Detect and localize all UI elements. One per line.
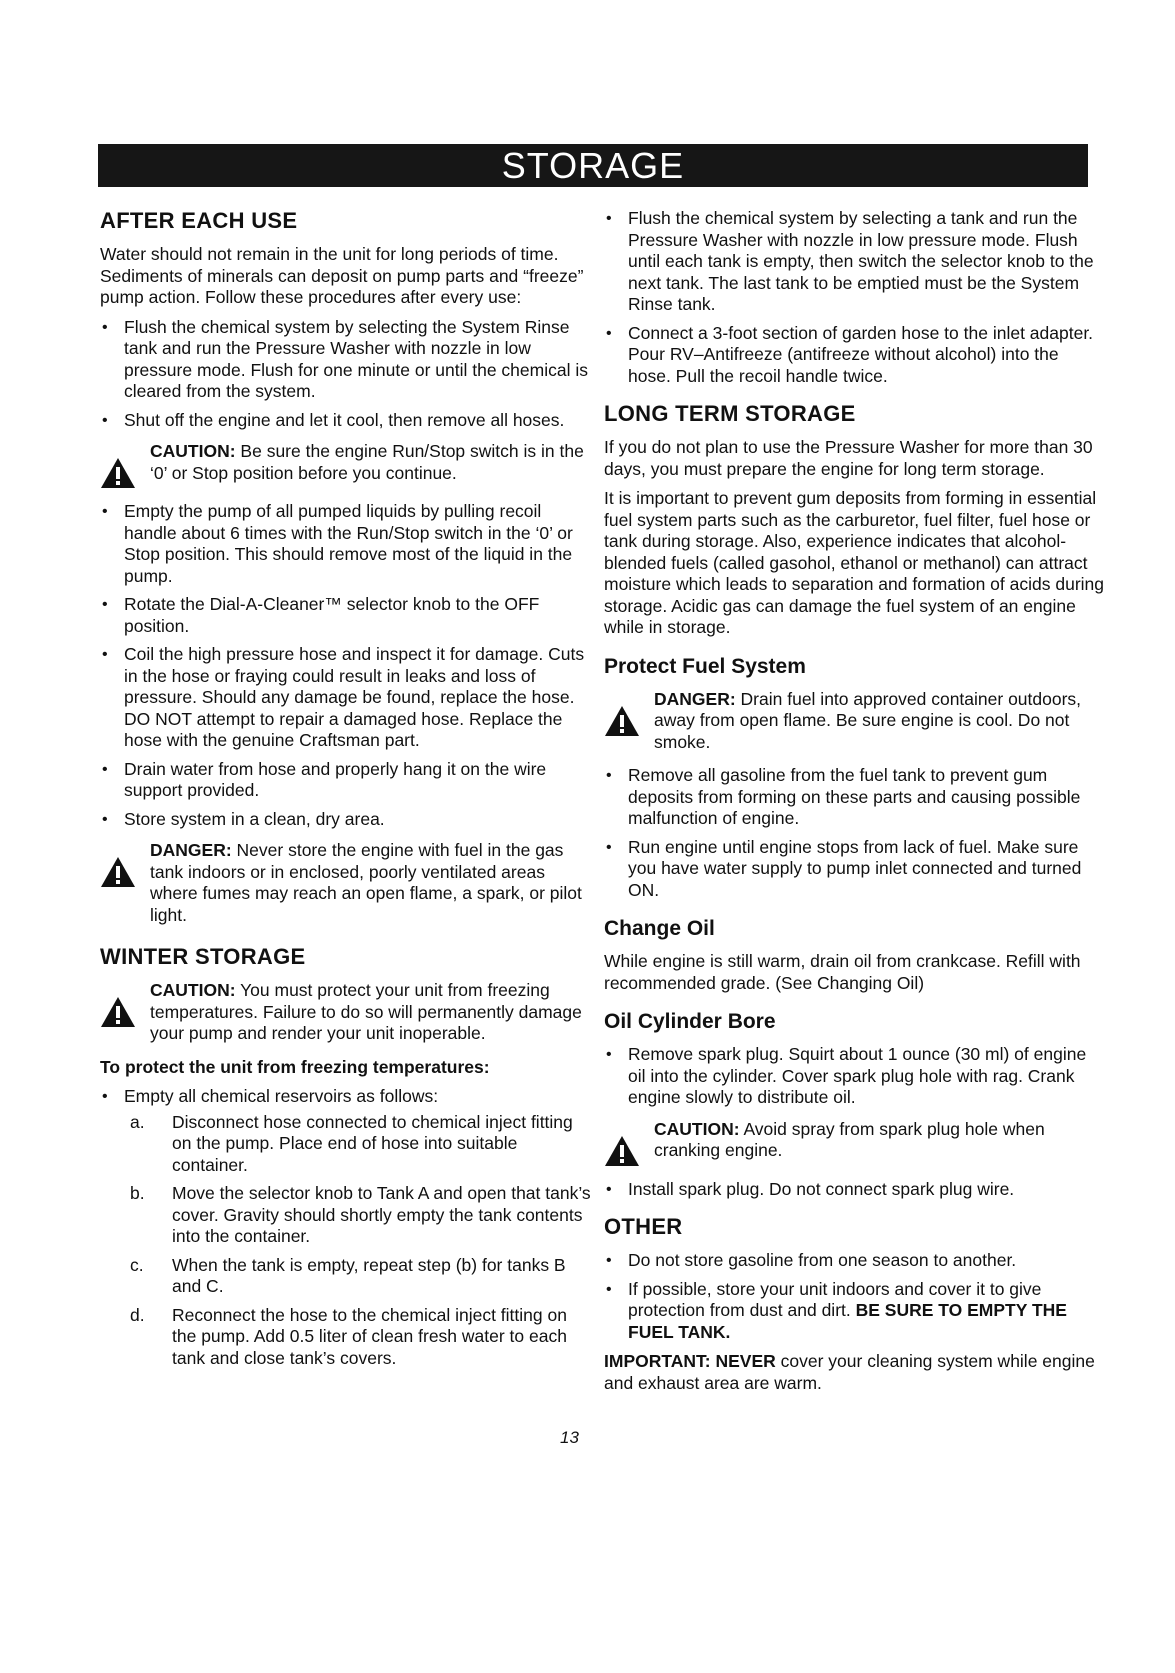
caution-notice: [100, 980, 595, 1045]
list-item-text: If possible, store your unit indoors and cover it to give protection from dust and dirt.: [628, 1278, 1042, 1320]
danger-body: Never store the engine with fuel in the gas tank indoors or in enclosed, poorly ventilated areas where fumes may reach an open flame, a spark, or pilot light.: [150, 840, 582, 925]
other-list: [604, 1250, 1104, 1343]
protect-heading: To protect the unit from freezing temperatures:: [100, 1056, 490, 1077]
section-banner: [98, 144, 1088, 187]
list-item: • Rotate the Dial-A-Cleaner™ selector knob to the OFF position.: [100, 594, 595, 637]
after-each-use-list-1: [100, 317, 595, 432]
list-item: • Run engine until engine stops from lack of fuel. Make sure you have water supply to pump inlet connected and turned ON.: [604, 837, 1104, 902]
warning-triangle-icon: [100, 980, 150, 1028]
list-item: • Remove spark plug. Squirt about 1 ounce (30 ml) of engine oil into the cylinder. Cover spark plug hole with rag. Crank engine slowly to distribute oil.: [604, 1044, 1104, 1109]
caution-notice: [604, 1119, 1104, 1167]
protect-fuel-list: [604, 765, 1104, 901]
after-each-use-intro: Water should not remain in the unit for long periods of time. Sediments of minerals can deposit on pump parts and “freeze” pump action. Follow these procedures after every use:: [100, 244, 584, 307]
caution-text: [150, 980, 595, 1045]
long-term-para-1: If you do not plan to use the Pressure Washer for more than 30 days, you must prepare the engine for long term storage.: [604, 437, 1093, 479]
caution-label: CAUTION:: [150, 441, 236, 461]
long-term-para-2: It is important to prevent gum deposits from forming in essential fuel system parts such as the carburetor, fuel filter, fuel hose or tank during storage. Also, experience indicates that alcohol-blended fuels (called gasohol, ethanol or methanol) can attract moisture which leads to separation and formation of acids during storage. Acidic gas can damage the fuel system of an engine while in storage.: [604, 488, 1104, 637]
winter-list-continued: [604, 208, 1104, 387]
list-item: • Flush the chemical system by selecting the System Rinse tank and run the Pressure Washer with nozzle in low pressure mode. Flush for one minute or until the chemical is cleared from the system.: [100, 317, 595, 403]
list-item: • Connect a 3-foot section of garden hose to the inlet adapter. Pour RV–Antifreeze (antifreeze without alcohol) into the hose. Pull the recoil handle twice.: [604, 323, 1104, 388]
page-number: 13: [560, 1428, 579, 1447]
important-text: cover your cleaning system while engine and exhaust area are warm.: [604, 1351, 1095, 1393]
step-item: [100, 1183, 595, 1248]
danger-text: [654, 689, 1104, 754]
protect-fuel-heading: Protect Fuel System: [604, 654, 806, 678]
list-item-emphasis: BE SURE TO EMPTY THE FUEL TANK.: [628, 1300, 1067, 1342]
list-item: • Coil the high pressure hose and inspect it for damage. Cuts in the hose or fraying could result in leaks and loss of pressure. Should any damage be found, replace the hose. DO NOT attempt to repair a damaged hose. Replace the hose with the genuine Craftsman part.: [100, 644, 595, 752]
step-text: When the tank is empty, repeat step (b) for tanks B and C.: [172, 1254, 566, 1296]
important-never: NEVER: [715, 1351, 776, 1371]
important-note: [604, 1351, 1104, 1394]
winter-steps: [100, 1112, 595, 1370]
step-text: Move the selector knob to Tank A and open that tank’s cover. Gravity should shortly empty the tank contents into the container.: [172, 1183, 591, 1246]
oil-cylinder-list-1: [604, 1044, 1104, 1109]
list-item: • Remove all gasoline from the fuel tank to prevent gum deposits from forming on these parts and causing possible malfunction of engine.: [604, 765, 1104, 830]
warning-triangle-icon: [100, 441, 150, 489]
list-item: • Install spark plug. Do not connect spark plug wire.: [604, 1179, 1104, 1201]
step-label: b.: [130, 1183, 145, 1203]
step-item: [100, 1305, 595, 1370]
list-item: • Store system in a clean, dry area.: [100, 809, 595, 831]
step-text: Reconnect the hose to the chemical inject fitting on the pump. Add 0.5 liter of clean fresh water to each tank and close tank’s covers.: [172, 1304, 567, 1368]
long-term-heading: LONG TERM STORAGE: [604, 401, 856, 426]
after-each-use-heading: AFTER EACH USE: [100, 208, 298, 233]
list-item: • Flush the chemical system by selecting a tank and run the Pressure Washer with nozzle in low pressure mode. Flush until each tank is empty, then switch the selector knob to the next tank. The last tank to be emptied must be the System Rinse tank.: [604, 208, 1104, 316]
left-column: [100, 208, 595, 1376]
danger-text: [150, 840, 595, 926]
danger-notice: [100, 840, 595, 926]
warning-triangle-icon: [604, 1119, 654, 1167]
danger-label: DANGER:: [150, 840, 232, 860]
caution-label: CAUTION:: [654, 1118, 740, 1139]
banner-title: STORAGE: [501, 145, 685, 186]
other-heading: OTHER: [604, 1214, 683, 1239]
danger-body: Drain fuel into approved container outdoors, away from open flame. Be sure engine is cool. Do not smoke.: [654, 688, 1082, 752]
step-item: [100, 1112, 595, 1177]
after-each-use-list-2: [100, 501, 595, 830]
important-label: IMPORTANT:: [604, 1351, 711, 1371]
warning-triangle-icon: [604, 689, 654, 737]
winter-storage-heading: WINTER STORAGE: [100, 944, 306, 969]
caution-body: Be sure the engine Run/Stop switch is in the ‘0’ or Stop position before you continue.: [150, 441, 584, 483]
warning-triangle-icon: [100, 840, 150, 888]
step-label: d.: [130, 1304, 145, 1325]
list-item: • Empty all chemical reservoirs as follows:: [100, 1086, 595, 1108]
list-item: • Shut off the engine and let it cool, then remove all hoses.: [100, 410, 595, 432]
list-item: • Do not store gasoline from one season to another.: [604, 1250, 1104, 1272]
list-item: [604, 1279, 1104, 1344]
danger-notice: [604, 689, 1104, 754]
caution-notice: [100, 441, 595, 489]
step-label: c.: [130, 1254, 144, 1275]
step-label: a.: [130, 1111, 145, 1132]
caution-body: Avoid spray from spark plug hole when cranking engine.: [654, 1118, 1045, 1160]
caution-body: You must protect your unit from freezing temperatures. Failure to do so will permanently damage your pump and render your unit inoperable.: [150, 980, 582, 1043]
step-text: Disconnect hose connected to chemical inject fitting on the pump. Place end of hose into suitable container.: [172, 1111, 573, 1175]
caution-text: [654, 1119, 1104, 1162]
oil-cylinder-list-2: [604, 1179, 1104, 1201]
danger-label: DANGER:: [654, 688, 736, 709]
oil-cylinder-heading: Oil Cylinder Bore: [604, 1010, 776, 1033]
step-item: [100, 1255, 595, 1298]
caution-label: CAUTION:: [150, 980, 236, 1000]
right-column: [604, 208, 1104, 1402]
list-item: • Drain water from hose and properly hang it on the wire support provided.: [100, 759, 595, 802]
list-item: • Empty the pump of all pumped liquids by pulling recoil handle about 6 times with the Run/Stop switch in the ‘0’ or Stop position. This should remove most of the liquid in the pump.: [100, 501, 595, 587]
change-oil-heading: Change Oil: [604, 917, 715, 940]
change-oil-text: While engine is still warm, drain oil from crankcase. Refill with recommended grade. (See Changing Oil): [604, 951, 1081, 993]
caution-text: [150, 441, 595, 484]
winter-list: [100, 1086, 595, 1108]
